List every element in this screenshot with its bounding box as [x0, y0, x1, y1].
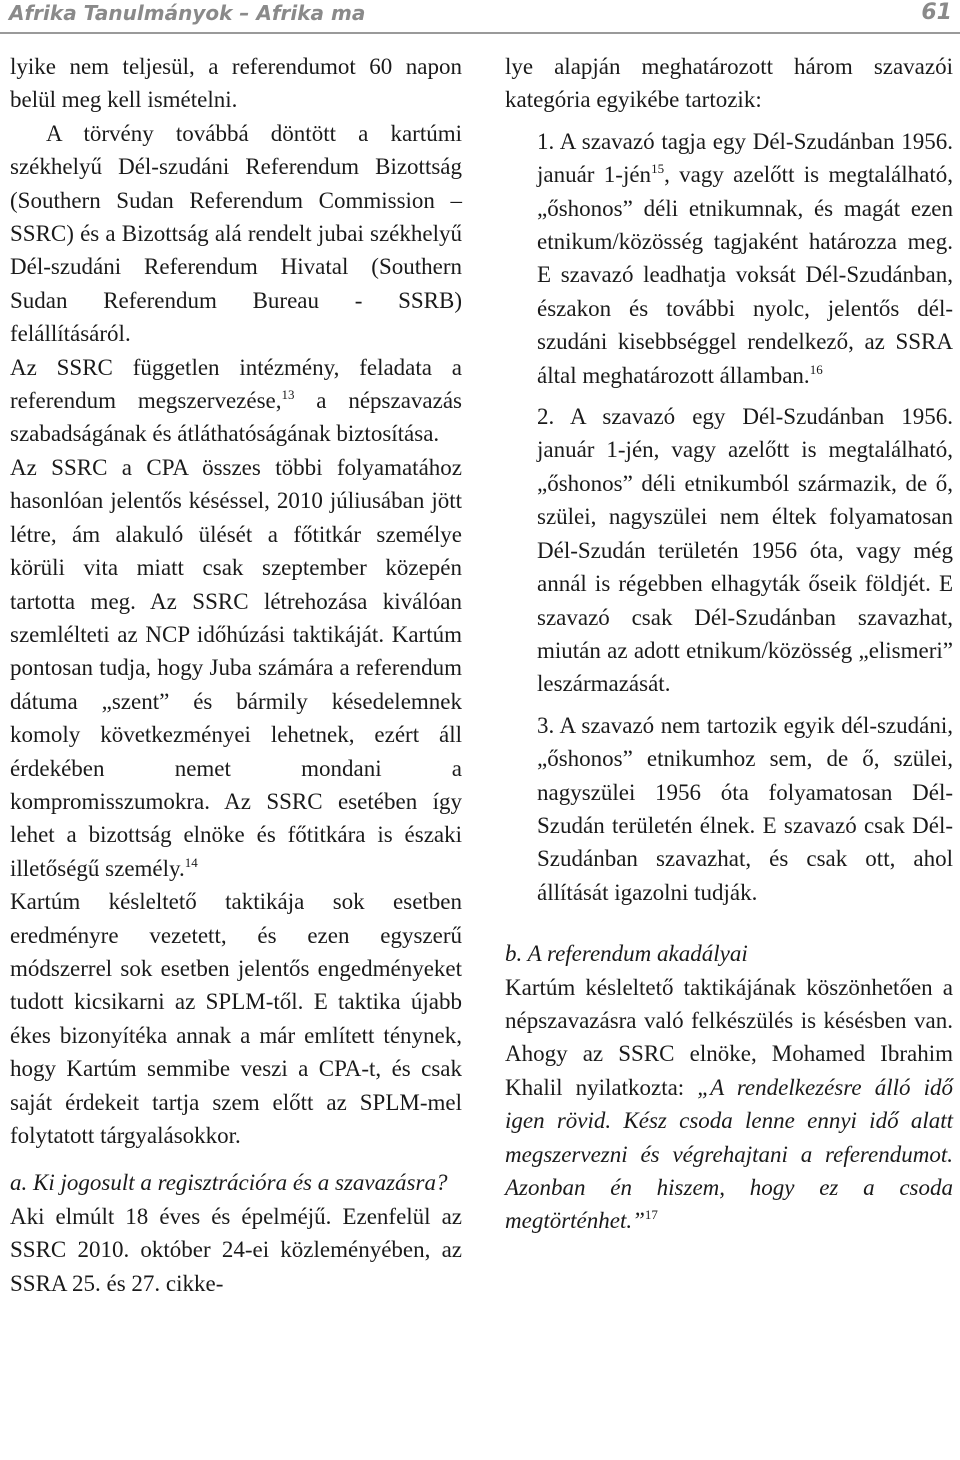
paragraph-text: Az SSRC a CPA összes többi folyamatához hasonlóan jelentős késéssel, 2010 júliusában jött létre, ám alakuló ülését a főtitkár személye körüli vita miatt csak szeptember közepén tartotta meg. Az SSRC létrehozása kiválóan szemlélteti az NCP időhúzási taktikáját. Kartúm pontosan tudja, hogy Juba számára a referendum dátuma „szent” és bármily késedelemnek komoly következményei lehetnek, ezért áll érdekében nemet mondani a kompromisszumokra. Az SSRC esetében így lehet a bizottság elnöke és főtitkára is északi illetőségű személy. [10, 454, 462, 881]
paragraph: Kartúm késleltető taktikája sok esetben eredményre vezetett, és ezen egyszerű módszerrel sok esetben jelentős engedményeket tudott kicsikarni az SPLM-től. E taktika újabb ékes bizonyítéka annak a már említett ténynek, hogy Kartúm semmibe veszi a CPA-t, és csak saját érdekeit tartja szem előtt az SPLM-mel folytatott tárgyalásokkor. [10, 889, 462, 1148]
journal-title: Afrika Tanulmányok – Afrika ma [9, 1, 366, 25]
section-heading-b: b. A referendum akadályai [505, 941, 748, 967]
paragraph [505, 971, 953, 1238]
quotation: „A rendelkezésre álló idő igen rövid. Kész csoda lenne ennyi idő alatt megszervezni és végrehajtani a referendumot. Azonban én hiszem, hogy ez a csoda megtörténhet.” [505, 1074, 953, 1234]
paragraph-text: Az SSRC független intézmény, feladata a referendum megszervezése, [10, 354, 462, 414]
list-item-text: , vagy azelőtt is megtalálható, „őshonos” déli etnikumnak, és magát ezen etnikum/közösség tagjaként határozza meg. E szavazó leadhatja voksát Dél-Szudánban, északon és további nyolc, jelentős dél-szudáni kisebbséggel rendelkező, az SSRA által meghatározott államban. [537, 162, 953, 388]
paragraph [10, 451, 462, 885]
paragraph-text: a népszavazás szabadságának és átláthatóságának biztosítása. [10, 388, 462, 447]
paragraph: Aki elmúlt 18 éves és épelméjű. Ezenfelül az SSRC 2010. október 24-ei közleményében, az SSRA 25. és 27. cikke- [10, 1203, 462, 1296]
footnote-ref-14[interactable]: 14 [184, 854, 198, 870]
list-item-text: 1. A szavazó tagja egy Dél-Szudánban 1956. január 1-jén [537, 128, 953, 188]
footnote-ref-15[interactable]: 15 [651, 161, 665, 177]
right-column [505, 50, 953, 1238]
running-header [0, 0, 960, 30]
paragraph-text: Kartúm késleltető taktikájának köszönhetően a népszavazásra való felkészülés is késésben van. Ahogy az SSRC elnöke, Mohamed Ibrahim Khalil nyilatkozta: [505, 974, 953, 1100]
paragraph [10, 351, 462, 451]
paragraph: lye alapján meghatározott három szavazói kategória egyikébe tartozik: [505, 54, 953, 113]
paragraph: A törvény továbbá döntött a kartúmi székhelyű Dél-szudáni Referendum Bizottság (Southern Sudan Referendum Commission – SSRC) és a Bizottság alá rendelt jubai székhelyű Dél-szudáni Referendum Hivatal (Southern Sudan Referendum Bureau - SSRB) felállításáról. [10, 120, 462, 347]
list-item-1 [537, 125, 953, 392]
section-heading-a: a. Ki jogosult a regisztrációra és a szavazásra? [10, 1170, 448, 1196]
footnote-ref-17[interactable]: 17 [644, 1207, 658, 1223]
footnote-ref-13[interactable]: 13 [281, 387, 295, 403]
paragraph: lyike nem teljesül, a referendumot 60 napon belül meg kell ismételni. [10, 54, 462, 113]
footnote-ref-16[interactable]: 16 [809, 361, 823, 377]
page-number: 61 [921, 0, 952, 25]
left-column [10, 50, 462, 1300]
list-item-2: 2. A szavazó egy Dél-Szudánban 1956. január 1-jén, vagy azelőtt is megtalálható, „őshonos” déli etnikumból származik, de ő, szülei, nagyszülei nem éltek folyamatosan Dél-Szudán területén 1956 óta, vagy még annál is régebben elhagyták őseik földjét. E szavazó csak Dél-Szudánban szavazhat, miután az adott etnikum/közösség „elismeri” leszármazását. [537, 404, 953, 697]
header-divider [0, 32, 960, 34]
list-item-3: 3. A szavazó nem tartozik egyik dél-szudáni, „őshonos” etnikumhoz sem, de ő, szülei, nagyszülei 1956 óta folyamatosan Dél-Szudán területén élnek. E szavazó csak Dél-Szudánban szavazhat, és csak ott, ahol állítását igazolni tudják. [537, 712, 953, 905]
